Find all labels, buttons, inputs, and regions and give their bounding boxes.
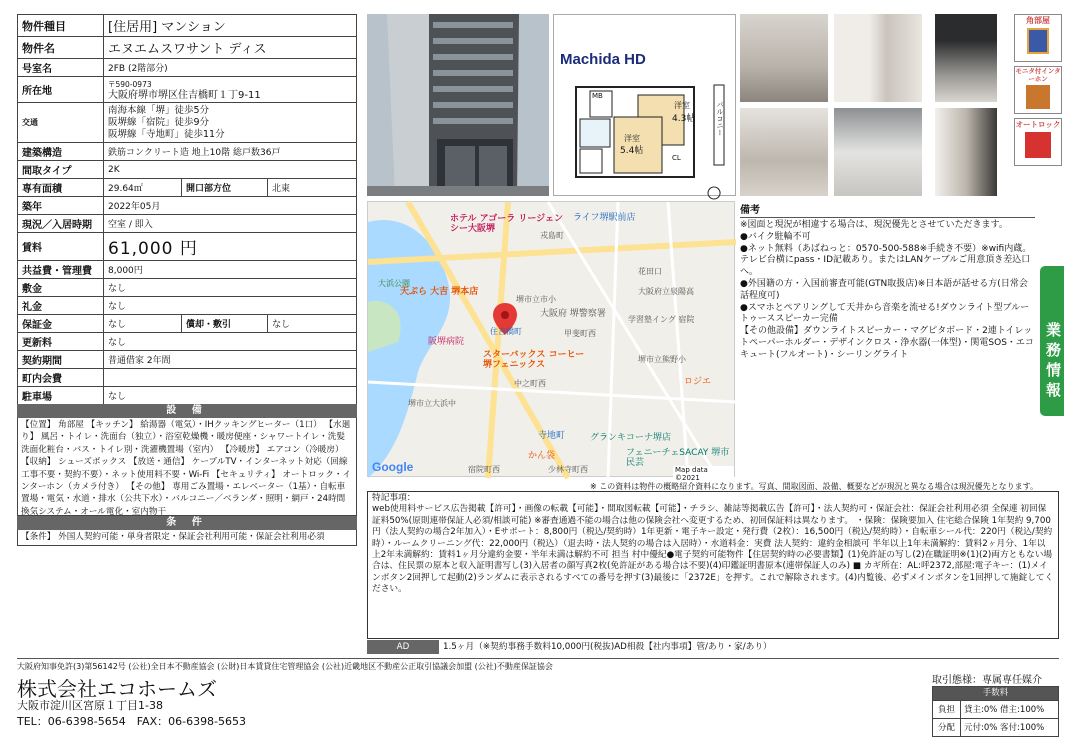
conditions-text: 【条件】 外国人契約可能・単身者限定・保証会社利用可能・保証会社利用必須 — [17, 530, 357, 546]
map-label: 堺市立熊野小 — [638, 355, 686, 364]
balcony-label: バルコニー — [716, 101, 724, 136]
interior-photo-1 — [740, 14, 828, 102]
map-label: 甲斐町西 — [564, 329, 596, 338]
interior-photo-5 — [834, 108, 922, 196]
company-phone: TEL：06-6398-5654 FAX：06-6398-5653 — [17, 715, 247, 728]
disclaimer: ※ この資料は物件の概略紹介資料になります。写真、間取図面、設備、概要などが現況と異なる場合は現況優先となります。 — [590, 482, 1038, 491]
renewal-fee: なし — [104, 333, 357, 351]
parking: なし — [104, 387, 357, 405]
map-label: 住吉橋町 — [490, 327, 522, 336]
business-info-tab[interactable]: 業務情報 — [1040, 266, 1064, 416]
notes-section — [740, 201, 1035, 362]
interior-photo-4 — [740, 108, 828, 196]
room2-label: 洋室 — [674, 101, 690, 110]
mb-label: MB — [592, 92, 603, 100]
equipment-text: 【位置】 角部屋 【キッチン】 給湯器（電気）・IHクッキングヒーター（1口） 【水廻り】 風呂・トイレ・洗面台（独立）・浴室乾燥機・暖房便座・シャワートイレ・洗髪洗面化粧台・バス・トイレ別・洗濯機置場（室内） 【冷暖房】 エアコン（冷暖房） 【収納】 シューズボックス 【放送・通信】 ケーブルTV・インターネット対応（回線工事不要・契約不要）・ネット使用料不要・Wi-Fi 【セキュリティ】 オートロック・インターホン（カメラ付き） 【その他】 専用ごみ置場・エレベーター（1基）・自転車置場・電気・水道・排水（公共下水）・バルコニー／ベランダ・照明・網戸・24時間換気システム・オール電化・室内物干 — [17, 418, 357, 516]
special-notes — [367, 491, 1059, 639]
map-label: 阪堺病院 — [428, 337, 465, 347]
map-label: ロジエ — [684, 377, 712, 387]
property-name: エヌエムスワサント ディス — [104, 37, 357, 59]
neighborhood-fee — [104, 369, 357, 387]
ad-bar — [367, 640, 1059, 654]
note-line: ※図面と現況が相違する場合は、現況優先とさせていただきます。 — [740, 220, 1008, 230]
postal-code: 〒590-0973 — [108, 79, 152, 89]
interior-photo-6 — [935, 108, 997, 196]
interior-photo-2 — [834, 14, 922, 102]
license-text: 大阪府知事免許(3)第56142号 (公社)全日本不動産協会 (公財)日本賃貸住宅管理協会 (公社)近畿地区不動産公正取引協議会加盟 (公社)不動産保証協会 — [17, 662, 553, 671]
management-fee: 8,000円 — [104, 261, 357, 279]
special-notes-heading: 特記事項： — [372, 493, 416, 503]
ad-label: AD — [367, 640, 439, 654]
company-name: 株式会社エコホームズ — [17, 677, 217, 701]
deposit: なし — [104, 279, 357, 297]
rent: 61,000 円 — [104, 233, 357, 261]
map-label: 少林寺町西 — [548, 465, 588, 474]
guarantee-money: なし — [104, 315, 182, 333]
fee-table: 手数料 負担 貸主:0% 借主:100% 分配 元付:0% 客付:100% — [932, 686, 1059, 737]
room-number: 2FB (2階部分) — [104, 59, 357, 77]
map-label: 大阪府立泉陽高 — [638, 287, 694, 296]
map-label: ホテル アゴーラ リージェンシー大阪堺 — [450, 214, 564, 234]
floor-area: 29.64㎡ — [104, 179, 182, 197]
contract-period: 普通借家 2年間 — [104, 351, 357, 369]
google-logo: Google — [372, 460, 414, 474]
map-label: 大浜公園 — [378, 279, 410, 288]
floor-plan-drawing — [554, 15, 737, 197]
note-line: ●スマホとペアリングして天井から音楽を流せる!ダウンライト型ブルートゥーススピーカー完備 — [740, 302, 1030, 325]
corner-room-icon: 角部屋 — [1014, 14, 1062, 62]
map-label: 学習塾イング 宿院 — [628, 315, 695, 324]
map-credit: Map data ©2021 — [673, 466, 734, 482]
map-label: 寺地町 — [538, 431, 566, 441]
property-spec-table: 物件種目 [住居用] マンション 物件名 エヌエムスワサント ディス 号室名 2FB (2階部分) 所在地 〒590-0973 大阪府堺市堺区住吉橋町１丁9-11 交通 南海本線「堺」徒歩5分 阪堺線「宿院」徒歩9分 阪堺線「寺地町」徒歩11分 建築構造 鉄筋コンクリート造 地上10階 総戸数36戸 間取タイプ 2K 専有面積 29.64㎡ 開口部方位 北東 築年 2022年05月 現況／入居時期 空室 / 即入 賃料 61,000 円 共益費・管理費 8,000円 敷金 なし 礼金 なし 保証金 なし 償却・敷引 なし 更新料 なし 契約期間 普通借家 2年間 町内会費 駐車場 なし — [17, 14, 357, 405]
map-label: 花田口 — [638, 267, 662, 276]
opening-direction: 北東 — [268, 179, 357, 197]
map-label: 堺市立市小 — [516, 295, 556, 304]
map-label: スターバックス コーヒー 堺フェニックス — [483, 350, 585, 370]
map-label: 大阪府 堺警察署 — [540, 309, 606, 319]
built-date: 2022年05月 — [104, 197, 357, 215]
cl-label: CL — [672, 154, 681, 162]
map-label: 宿院町西 — [468, 465, 500, 474]
autolock-icon: オートロック — [1014, 118, 1062, 166]
exterior-photo — [367, 14, 549, 196]
map-label: かん袋 — [528, 451, 556, 461]
interior-photo-3 — [935, 14, 997, 102]
map-label: 堺市立大浜中 — [408, 399, 456, 408]
floor-plan — [553, 14, 736, 196]
note-line: 【その他設備】ダウンライトスピーカー・マグピタボード・2連トイレットペーパーホルダー・デザインクロス・浄水器(一体型)・関電SOS・エコキュート(フルオート)・シーリングライト — [740, 326, 1034, 360]
company-address: 大阪市淀川区宮原１丁目1-38 — [17, 699, 163, 712]
map-label: 天ぷら 大吉 堺本店 — [400, 287, 479, 297]
deal-type: 取引態様：専属専任媒介 — [932, 675, 1042, 686]
map-label: ライフ堺駅前店 — [573, 213, 636, 223]
room1-label: 洋室 — [624, 134, 640, 143]
address: 大阪府堺市堺区住吉橋町１丁9-11 — [108, 89, 261, 101]
building-photo-icon — [367, 14, 549, 196]
transport-line: 南海本線「堺」徒歩5分 — [108, 104, 210, 116]
layout-type: 2K — [104, 161, 357, 179]
notes-heading: 備考 — [740, 201, 1035, 218]
note-line: ●外国籍の方・入国前審査可能(GTN取扱店)※日本語が話せる方(日常会話程度可) — [740, 278, 1028, 301]
area-map[interactable] — [367, 201, 735, 482]
conditions-heading: 条 件 — [17, 516, 357, 530]
map-label: 中之町西 — [514, 379, 546, 388]
note-line: ●ネット無料（あばねっと：0570-500-588※手続き不要）※wifi内蔵。テレビ台横にpass・ID記載あり。またはLANケーブルご用意頂き差込口へ。 — [740, 243, 1032, 278]
note-line: ●バイク駐輪不可 — [740, 231, 811, 242]
ad-value: 1.5ヶ月（※契約事務手数料10,000円(税抜)AD相殺【社内事項】管/あり・家/あり） — [443, 642, 772, 652]
transport-line: 阪堺線「寺地町」徒歩11分 — [108, 128, 225, 140]
brand-logo: Machida HD — [560, 51, 646, 68]
amortization: なし — [268, 315, 357, 333]
property-type: [住居用] マンション — [104, 15, 357, 37]
structure: 鉄筋コンクリート造 地上10階 総戸数36戸 — [104, 143, 357, 161]
key-money: なし — [104, 297, 357, 315]
room1-size: 5.4帖 — [620, 146, 644, 156]
equipment-heading: 設 備 — [17, 404, 357, 418]
room2-size: 4.3帖 — [672, 114, 696, 124]
transport-line: 阪堺線「宿院」徒歩9分 — [108, 116, 210, 128]
map-label: フェニーチェSACAY 堺市民芸 — [626, 448, 730, 468]
monitor-intercom-icon: モニタ付インターホン — [1014, 66, 1062, 114]
status: 空室 / 即入 — [104, 215, 357, 233]
special-notes-text: web使用料サービス広告掲載【許可】・画像の転載【可能】・間取図転載【可能】・チラシ、雑誌等掲載広告【許可】・法人契約可・保証会社：保証会社利用必須 全保連 初回保証料50%(原則連帯保証人必須/相談可能) ※審査通過不能の場合は他の保険会社へ変更するため、初回保証料は異なります。 ・保険：保険要加入 住宅総合保険 1年契約 9,700円（法人契約の場合2年加入）・Eサポート：8,800円（税込/契約時）1年更新・電子キー設定・発行費（2枚）：16,500円（税込/契約時）・自転車シール代：220円（税込/契約時）・ルームクリーニング代：22,000円（税込）（退去時・法人契約の場合は入居時）・水道料金：実費 法人契約：違約金相談可 半年以上1年未満解約：賃料2ヶ月分、1年以上2年未満解約：賃料1ヶ月分違約金要・半年未満は解約不可 担当 村中優紀●電子契約可能物件【住居契約時の必要書類】(1)免許証の写し(2)在職証明※(1)(2)両方ともない場合は、住民票の原本と収入証明書写し(3)入居者の顔写真2枚(免許証がある場合は不要)(4)印鑑証明書原本(連帯保証人のみ) ■ カギ所在：AL:呼2372,部屋:電子キー：(1)メインボタン2回押して起動(2)ランダムに表示されるすべての番号を押す(3)最後に「2372E」を押す。これで解除されます。(4)内覧後、必ずメインボタンを1回押して施錠してください。 — [372, 504, 1054, 595]
map-label: 戎島町 — [540, 231, 564, 240]
map-label: グランキコーナ堺店 — [590, 433, 672, 443]
equipment-section — [17, 404, 357, 546]
